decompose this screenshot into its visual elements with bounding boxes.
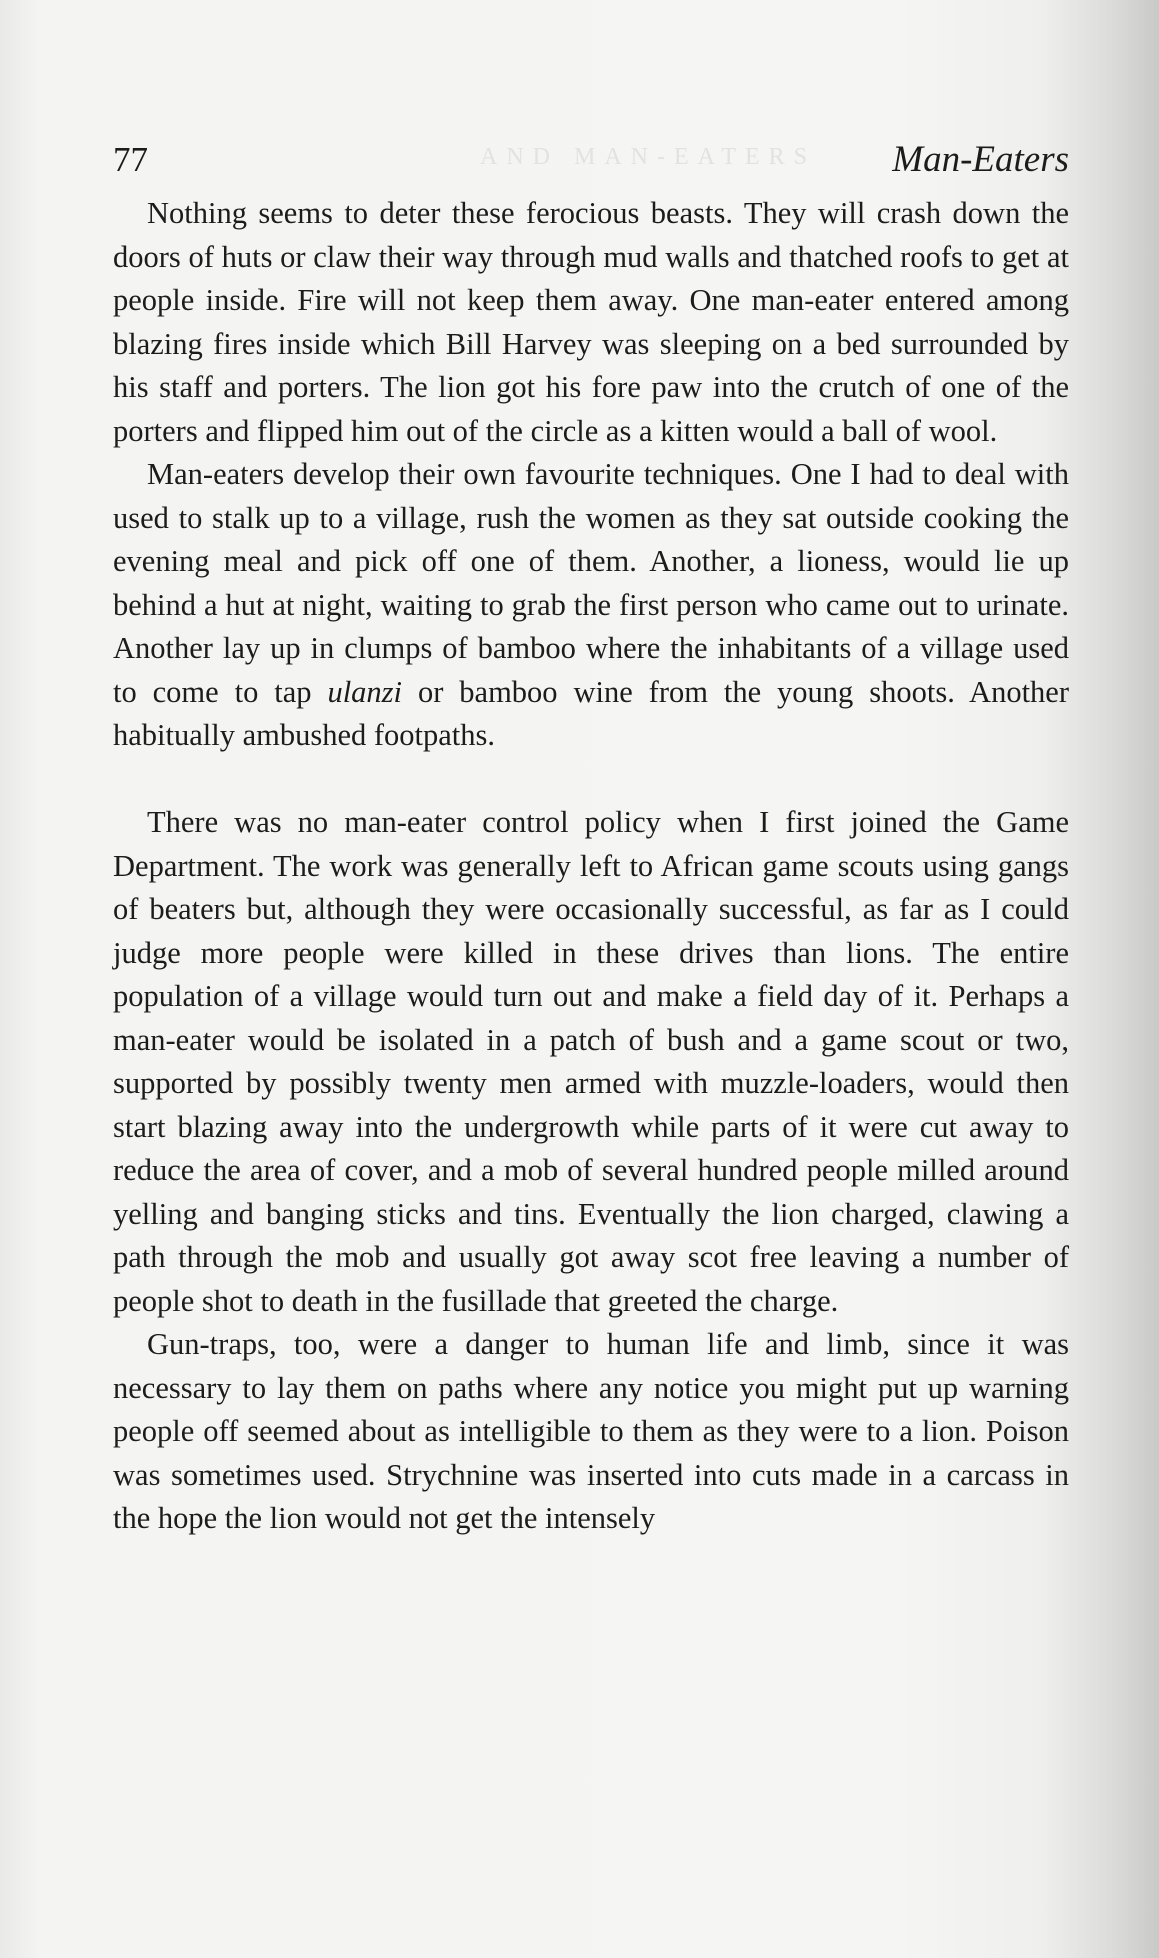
show-through-text: AND MAN-EATERS bbox=[480, 144, 816, 170]
running-title: Man-Eaters bbox=[892, 139, 1069, 180]
paragraph: Gun-traps, too, were a danger to human life and limb, since it was necessary to lay them on paths where any notice you might put up warning people off seemed about as intelligible to them as they were to a lion. Poison was sometimes used. Strychnine was inserted into cuts made in a carcass in the hope the lion would not get the intensely bbox=[113, 1327, 1069, 1535]
page-number: 77 bbox=[113, 140, 148, 179]
italic-term: ulanzi bbox=[327, 674, 403, 709]
paragraph: Nothing seems to deter these ferocious beasts. They will crash down the doors of huts or claw their way through mud walls and thatched roofs to get at people inside. Fire will not keep them away. One man-eater entered among blazing fires inside which Bill Harvey was sleeping on a bed surrounded by his staff and porters. The lion got his fore paw into the crutch of one of the porters and flipped him out of the circle as a kitten would a ball of wool. bbox=[113, 196, 1069, 448]
page-header bbox=[113, 140, 1069, 190]
paragraph: There was no man-eater control policy when I first joined the Game Department. The work was generally left to African game scouts using gangs of beaters but, although they were occasionally successful, as far as I could judge more people were killed in these drives than lions. The entire population of a village would turn out and make a field day of it. Perhaps a man-eater would be isolated in a patch of bush and a game scout or two, supported by possibly twenty men armed with muzzle-loaders, would then start blazing away into the undergrowth while parts of it were cut away to reduce the area of cover, and a mob of several hundred people milled around yelling and banging sticks and tins. Eventually the lion charged, clawing a path through the mob and usually got away scot free leaving a number of people shot to death in the fusillade that greeted the charge. bbox=[113, 805, 1069, 1318]
paragraph: Man-eaters develop their own favourite techniques. One I had to deal with used to stalk up to a village, rush the women as they sat outside cooking the evening meal and pick off one of them. Another, a lioness, would lie up behind a hut at night, waiting to grab the first person who came out to urinate. Another lay up in clumps of bamboo where the inhabitants of a village used to come to tap ulanzi or bamboo wine from the young shoots. Another habitually ambushed footpaths. bbox=[113, 457, 1069, 752]
body-text bbox=[113, 192, 1069, 1541]
